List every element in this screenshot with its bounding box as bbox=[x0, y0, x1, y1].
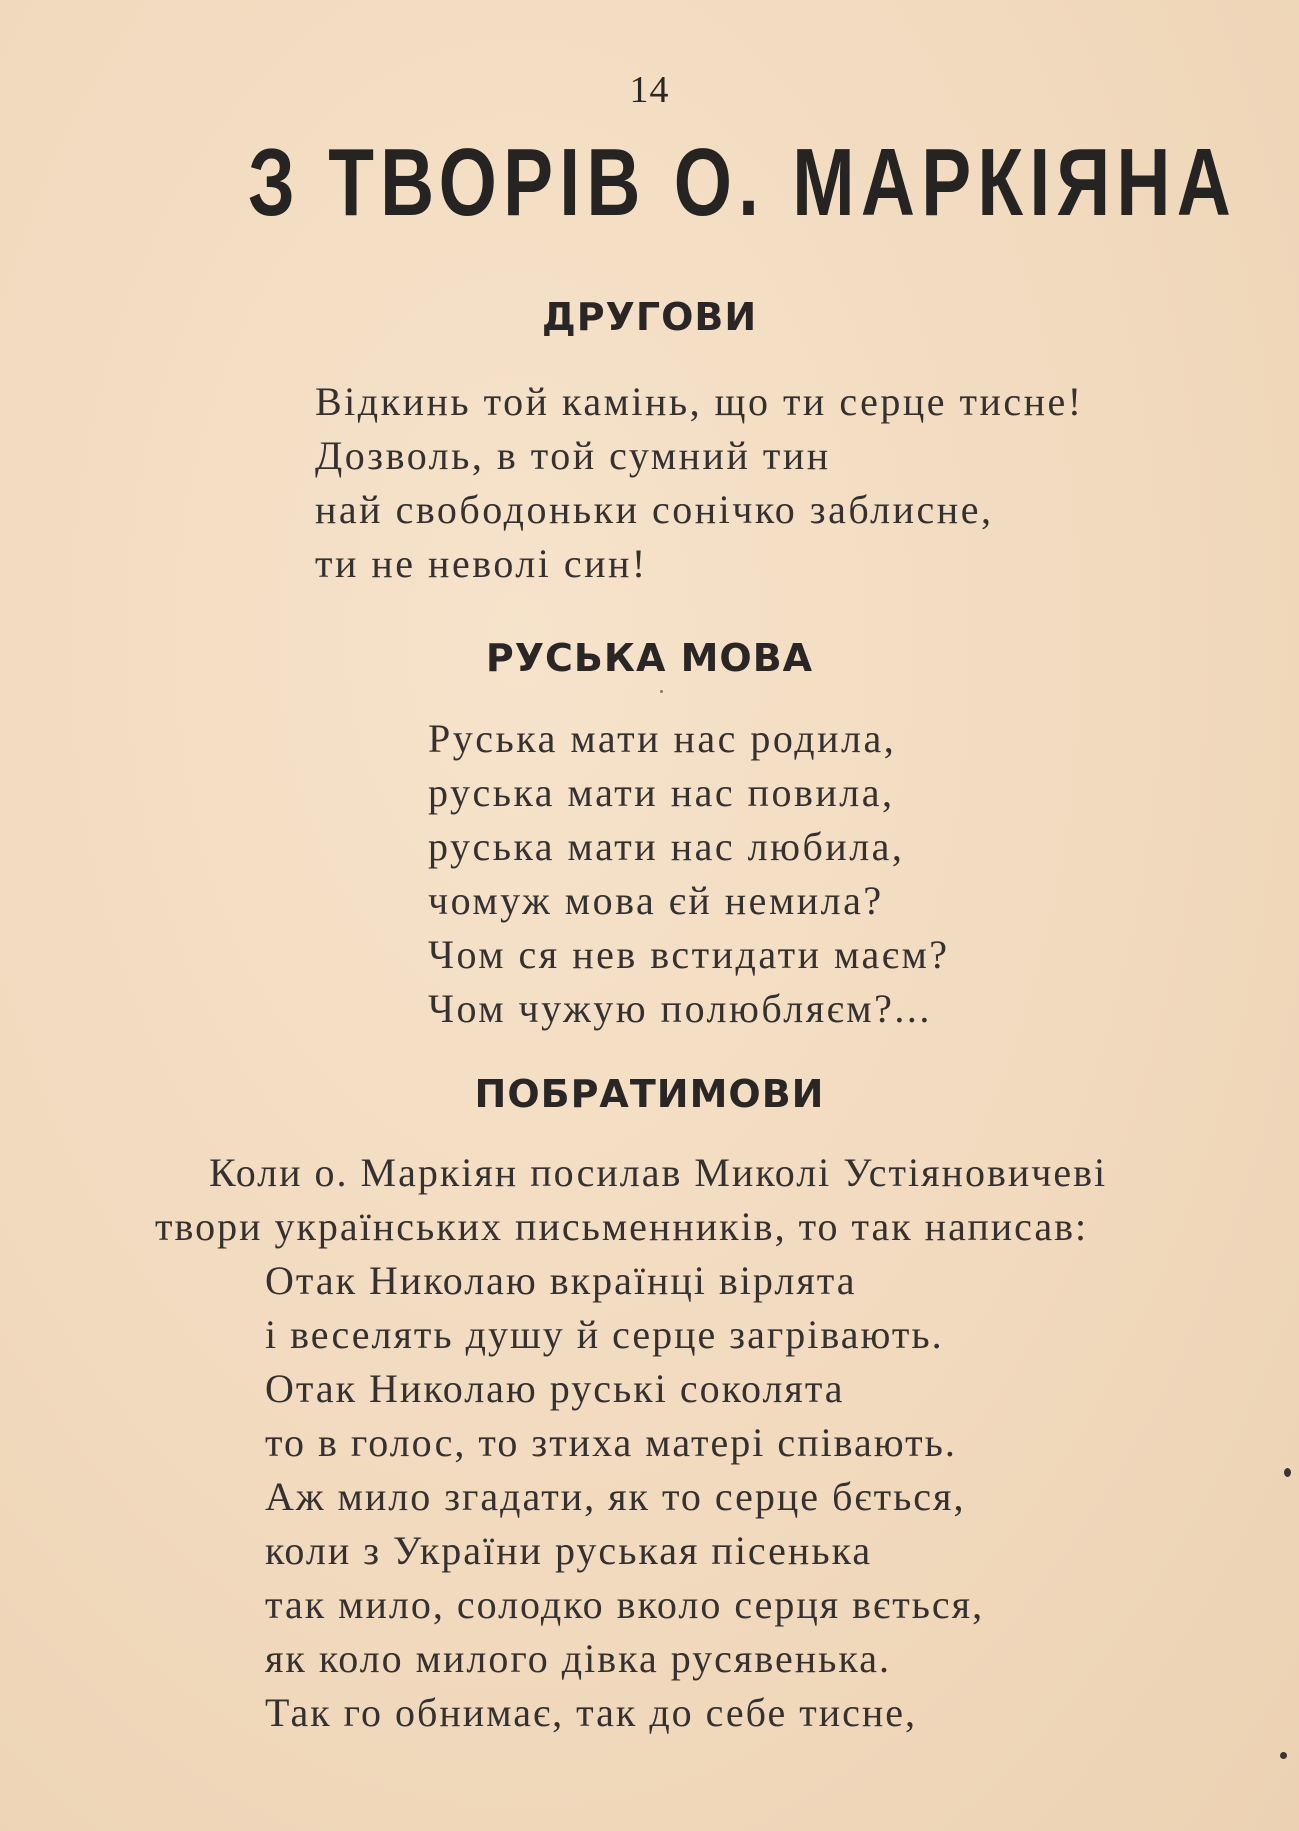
poem-line: Так го обнимає, так до себе тисне, bbox=[265, 1690, 918, 1735]
paper-speck bbox=[660, 690, 663, 693]
section-heading-drugovy: ДРУГОВИ bbox=[541, 295, 758, 339]
poem-drugovy bbox=[315, 375, 1084, 591]
poem-line: Отак Николаю руські соколята bbox=[265, 1366, 845, 1411]
poem-line: як коло милого дівка русявенька. bbox=[265, 1636, 891, 1681]
poem-line: то в голос, то зтиха матері співають. bbox=[265, 1420, 957, 1465]
section-heading-pobratymovy: ПОБРАТИМОВИ bbox=[474, 1072, 825, 1116]
intro-line: Коли о. Маркіян посилав Миколі Устіяновичеві bbox=[209, 1150, 1108, 1195]
poem-line: і веселять душу й серце загрівають. bbox=[265, 1312, 944, 1357]
page-title: З ТВОРІВ О. МАРКІЯНА bbox=[248, 129, 1238, 236]
intro-line: твори українських письменників, то так написав: bbox=[155, 1204, 1089, 1249]
poem-line: най свободоньки сонічко заблисне, bbox=[315, 487, 994, 532]
poem-line: коли з України руськая пісенька bbox=[265, 1528, 873, 1573]
poem-line: руська мати нас повила, bbox=[428, 770, 895, 815]
poem-line: Чом ся нев встидати маєм? bbox=[428, 932, 950, 977]
poem-line: Дозволь, в той сумний тин bbox=[315, 433, 831, 478]
paper-speck bbox=[1280, 1752, 1287, 1759]
poem-line: Руська мати нас родила, bbox=[428, 716, 897, 761]
poem-line: Аж мило згадати, як то серце бється, bbox=[265, 1474, 966, 1519]
page-number: 14 bbox=[629, 69, 670, 111]
paper-speck bbox=[1284, 1468, 1291, 1477]
section-heading-ruska-mova: РУСЬКА МОВА bbox=[485, 636, 814, 680]
poem-line: руська мати нас любила, bbox=[428, 824, 905, 869]
poem-ruska-mova bbox=[428, 712, 950, 1036]
poem-line: Чом чужую полюбляєм?... bbox=[428, 986, 932, 1031]
poem-line: так мило, солодко вколо серця вється, bbox=[265, 1582, 985, 1627]
poem-line: Отак Николаю вкраїнці вірлята bbox=[265, 1258, 857, 1303]
poem-line: ти не неволі син! bbox=[315, 541, 648, 586]
poem-line: Відкинь той камінь, що ти серце тисне! bbox=[315, 379, 1084, 424]
poem-pobratymovy bbox=[155, 1146, 1265, 1740]
poem-line: чомуж мова єй немила? bbox=[428, 878, 884, 923]
